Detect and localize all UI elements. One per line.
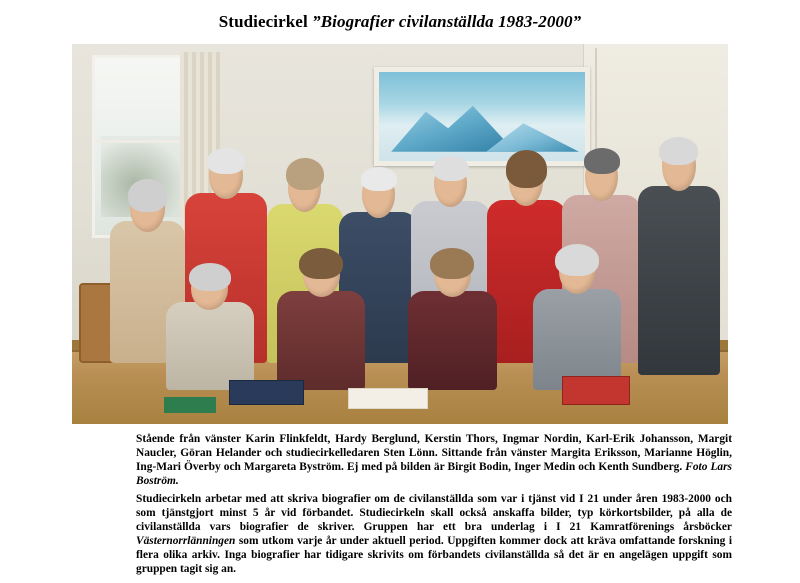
caption-photo-credit: Foto Lars Boström. — [136, 461, 732, 488]
person-hair — [433, 156, 469, 181]
person-hair — [361, 167, 397, 190]
person-hair — [584, 148, 620, 174]
person-body — [533, 289, 621, 390]
person-hair — [207, 148, 245, 174]
person-hair — [555, 244, 599, 276]
table-book — [229, 380, 303, 405]
person-hair — [430, 248, 474, 279]
person-margareta-bystrom — [531, 245, 623, 389]
person-marianne-hoglin — [275, 249, 367, 390]
person-sten-lonn — [636, 139, 721, 375]
caption-standing: Stående från vänster Karin Flinkfeldt, Hardy Berglund, Kerstin Thors, Ingmar Nordin, Karl-Erik Johansson, Margit Naucler, Göran Helander och studiecirkelledaren Sten Lönn. — [136, 433, 732, 460]
window-pane-bar — [95, 140, 194, 143]
group-photo — [72, 44, 728, 424]
person-hair — [659, 137, 698, 165]
title-prefix: Studiecirkel — [218, 12, 313, 31]
person-body — [166, 302, 254, 390]
table-notebook — [164, 397, 216, 412]
person-margita-eriksson — [164, 264, 256, 389]
person-hair — [506, 150, 547, 188]
person-hair — [299, 248, 343, 279]
body-part1: Studiecirkeln arbetar med att skriva biografier om de civilanställda som var i tjänst vid I 21 under åren 1983-2000 och som tjänstgjort minst 5 år vid förbandet. Studiecirkeln skall också anskaffa bilder, typ körkortsbilder, på alla de civilanställda vars biografier de skriver. Gruppen har ett bra underlag i I 21 Kamratförenings årsböcker — [136, 493, 732, 534]
person-hair — [189, 263, 231, 291]
page-title — [0, 12, 800, 32]
person-body — [408, 291, 496, 389]
person-body — [277, 291, 365, 389]
table-papers — [348, 388, 429, 409]
person-ing-mari-overby — [407, 249, 499, 390]
body-italic-publication: Västernorrlänningen — [136, 535, 236, 548]
person-hair — [128, 179, 167, 212]
person-hair — [286, 158, 324, 190]
body-paragraph — [136, 492, 732, 577]
painting-mountain-right — [486, 116, 579, 152]
caption-seated: Sittande från vänster Margita Eriksson, Marianne Höglin, Ing-Mari Överby och Margareta Byström. Ej med på bilden är Birgit Bodin, Inger Medin och Kenth Sundberg. — [136, 447, 732, 474]
table-folder — [562, 376, 630, 405]
person-body — [638, 186, 720, 374]
framed-painting — [374, 67, 590, 166]
title-quoted: ”Biografier civilanställda 1983-2000” — [312, 12, 582, 31]
body-part2: som utkom varje år under aktuell period. Uppgiften kommer dock att kräva omfattande forskning i flera olika arkiv. Inga biografier har tidigare skrivits om förbandets civilanställda så det är en angelägen uppgift som gruppen tagit sig an. — [136, 535, 732, 576]
photo-caption — [136, 432, 732, 488]
photo-scene — [72, 44, 728, 424]
